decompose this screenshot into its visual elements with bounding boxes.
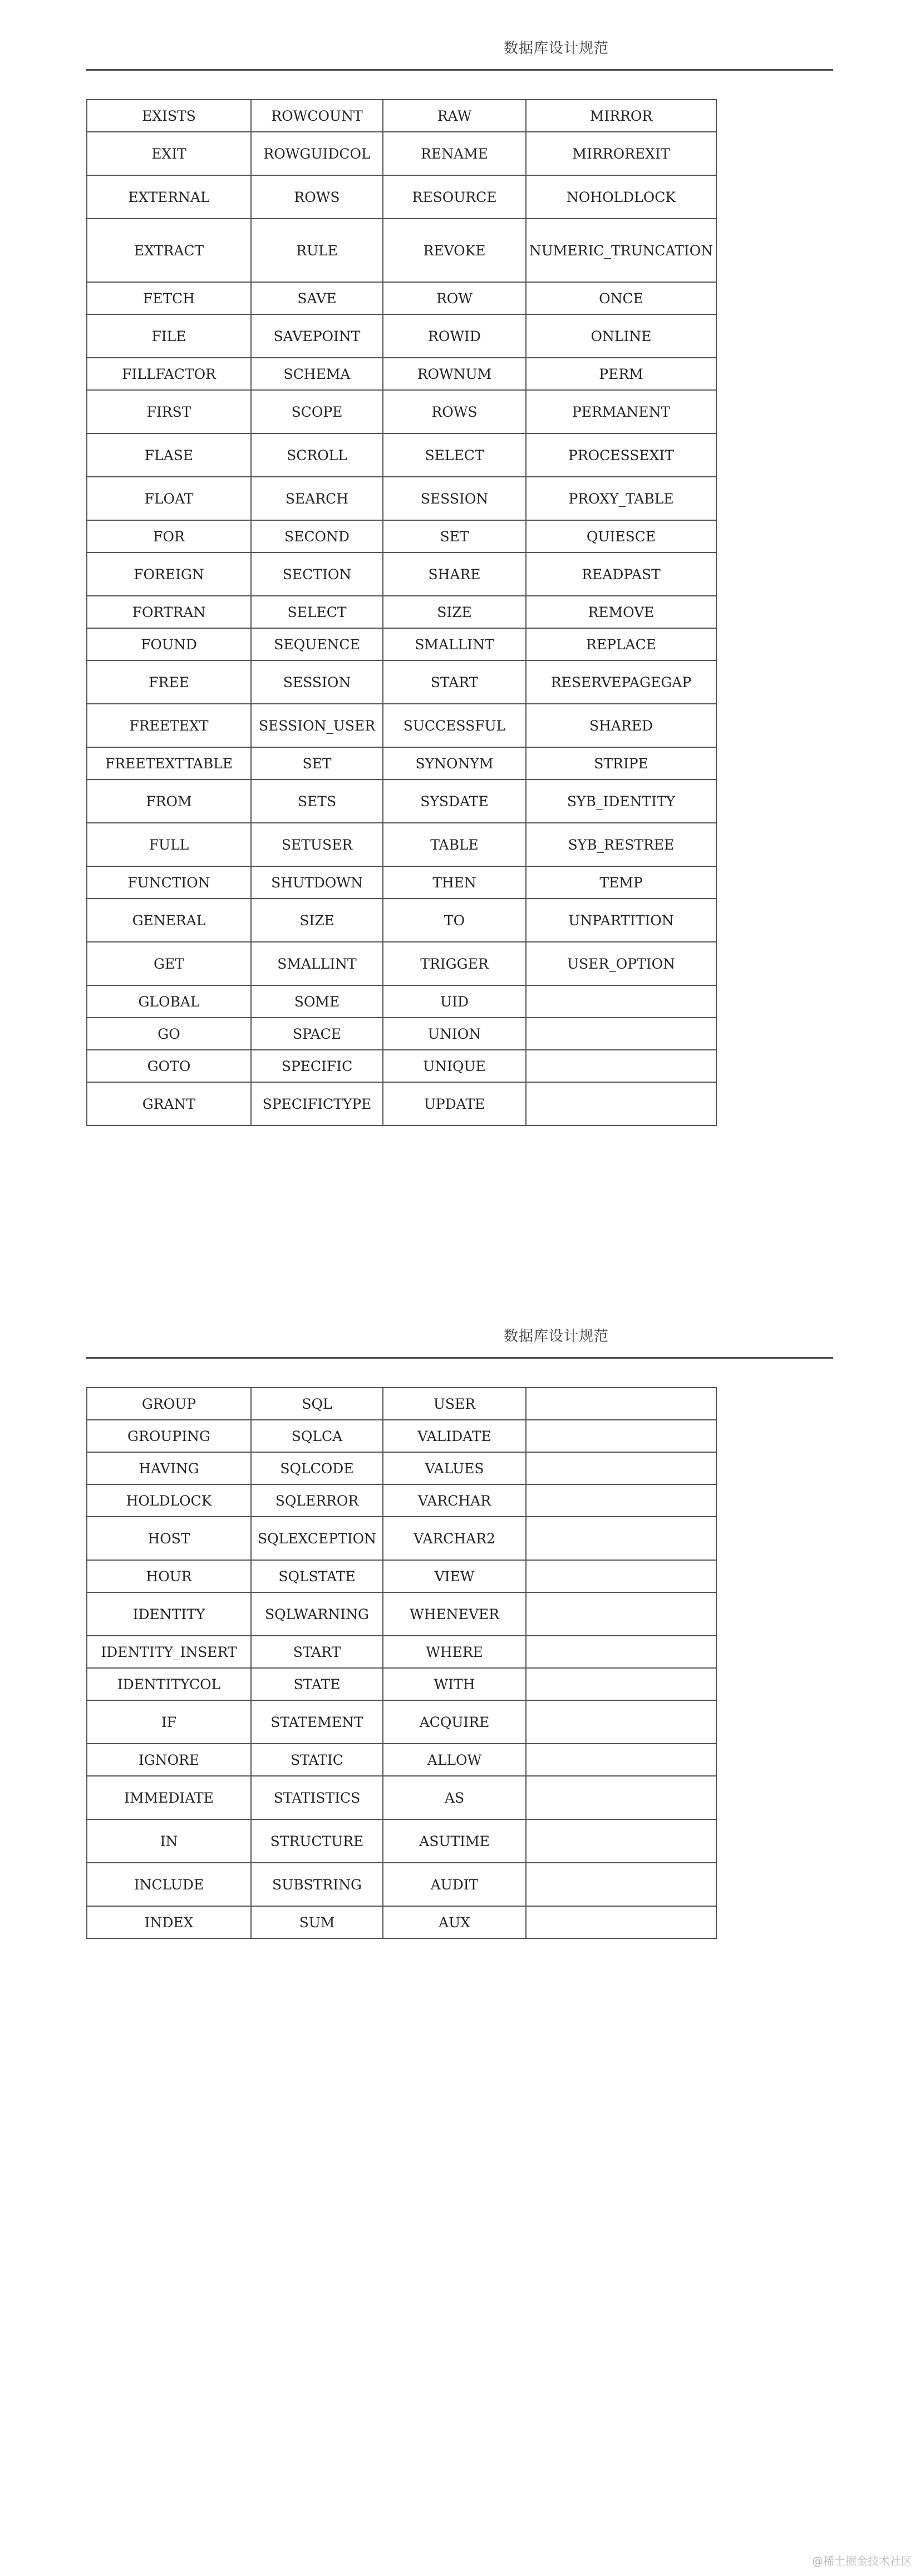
table-cell: INCLUDE: [87, 1863, 251, 1906]
table-cell: SEARCH: [251, 477, 383, 520]
table-cell: UPDATE: [383, 1082, 526, 1126]
table-row: [87, 175, 716, 219]
table-cell: MIRROREXIT: [526, 132, 716, 175]
table-cell: TABLE: [383, 823, 526, 866]
table-cell: ROW: [383, 282, 526, 314]
table-cell: [526, 1452, 716, 1484]
table-cell: SQLCODE: [251, 1452, 383, 1484]
table-row: [87, 942, 716, 985]
table-cell: TO: [383, 899, 526, 942]
table-row: [87, 1050, 716, 1082]
table-cell: AUDIT: [383, 1863, 526, 1906]
table-cell: STRUCTURE: [251, 1819, 383, 1863]
table-cell: SMALLINT: [251, 942, 383, 985]
table-cell: VARCHAR: [383, 1484, 526, 1517]
table-cell: ASUTIME: [383, 1819, 526, 1863]
table-cell: SQL: [251, 1388, 383, 1420]
table-cell: SAVE: [251, 282, 383, 314]
watermark: @稀土掘金技术社区: [812, 2554, 912, 2568]
table-row: [87, 1700, 716, 1744]
page-header-title: 数据库设计规范: [504, 1328, 609, 1345]
table-cell: START: [383, 660, 526, 704]
table-cell: USER_OPTION: [526, 942, 716, 985]
table-row: [87, 1744, 716, 1776]
table-row: [87, 628, 716, 660]
table-cell: [526, 1668, 716, 1700]
table-cell: SAVEPOINT: [251, 314, 383, 358]
table-row: [87, 985, 716, 1018]
table-cell: GROUP: [87, 1388, 251, 1420]
table-cell: PERMANENT: [526, 390, 716, 433]
table-cell: SESSION_USER: [251, 704, 383, 747]
table-cell: [526, 985, 716, 1018]
table-cell: IGNORE: [87, 1744, 251, 1776]
table-cell: RESERVEPAGEGAP: [526, 660, 716, 704]
table-cell: AS: [383, 1776, 526, 1819]
table-cell: GOTO: [87, 1050, 251, 1082]
table-cell: TEMP: [526, 866, 716, 899]
table-row: [87, 866, 716, 899]
table-row: [87, 779, 716, 823]
table-cell: RESOURCE: [383, 175, 526, 219]
table-cell: FORTRAN: [87, 596, 251, 628]
table-row: [87, 1863, 716, 1906]
table-cell: FILLFACTOR: [87, 358, 251, 390]
table-row: [87, 1484, 716, 1517]
table-cell: SPECIFIC: [251, 1050, 383, 1082]
table-cell: HOST: [87, 1517, 251, 1560]
table-row: [87, 1592, 716, 1636]
table-cell: SPECIFICTYPE: [251, 1082, 383, 1126]
table-cell: FILE: [87, 314, 251, 358]
table-cell: ALLOW: [383, 1744, 526, 1776]
table-row: [87, 1517, 716, 1560]
table-cell: SHARED: [526, 704, 716, 747]
table-cell: SHARE: [383, 552, 526, 596]
reserved-words-table-body: [87, 1388, 716, 1938]
table-cell: [526, 1700, 716, 1744]
table-cell: [526, 1484, 716, 1517]
table-cell: REVOKE: [383, 219, 526, 282]
table-cell: ROWGUIDCOL: [251, 132, 383, 175]
table-cell: FETCH: [87, 282, 251, 314]
table-cell: GENERAL: [87, 899, 251, 942]
table-cell: READPAST: [526, 552, 716, 596]
table-row: [87, 1388, 716, 1420]
table-row: [87, 704, 716, 747]
table-cell: THEN: [383, 866, 526, 899]
table-cell: SESSION: [383, 477, 526, 520]
table-cell: SET: [383, 520, 526, 552]
table-row: [87, 1906, 716, 1938]
table-row: [87, 1636, 716, 1668]
table-cell: SCOPE: [251, 390, 383, 433]
table-row: [87, 132, 716, 175]
header-divider: [86, 69, 833, 71]
table-row: [87, 596, 716, 628]
table-cell: ACQUIRE: [383, 1700, 526, 1744]
table-cell: REPLACE: [526, 628, 716, 660]
table-row: [87, 1018, 716, 1050]
table-cell: SQLEXCEPTION: [251, 1517, 383, 1560]
table-cell: [526, 1517, 716, 1560]
table-cell: RAW: [383, 100, 526, 132]
table-row: [87, 1819, 716, 1863]
table-cell: [526, 1863, 716, 1906]
table-cell: MIRROR: [526, 100, 716, 132]
table-cell: TRIGGER: [383, 942, 526, 985]
table-cell: GRANT: [87, 1082, 251, 1126]
table-cell: SMALLINT: [383, 628, 526, 660]
table-cell: SCHEMA: [251, 358, 383, 390]
table-cell: IMMEDIATE: [87, 1776, 251, 1819]
table-cell: IF: [87, 1700, 251, 1744]
table-cell: [526, 1744, 716, 1776]
table-cell: SESSION: [251, 660, 383, 704]
table-cell: STRIPE: [526, 747, 716, 779]
table-cell: [526, 1592, 716, 1636]
table-cell: ONLINE: [526, 314, 716, 358]
table-cell: SUBSTRING: [251, 1863, 383, 1906]
table-cell: SQLWARNING: [251, 1592, 383, 1636]
table-cell: SIZE: [383, 596, 526, 628]
table-cell: START: [251, 1636, 383, 1668]
table-cell: FULL: [87, 823, 251, 866]
table-row: [87, 520, 716, 552]
table-cell: [526, 1082, 716, 1126]
table-row: [87, 390, 716, 433]
table-row: [87, 358, 716, 390]
table-cell: EXIT: [87, 132, 251, 175]
table-cell: FLASE: [87, 433, 251, 477]
table-cell: SYB_RESTREE: [526, 823, 716, 866]
table-row: [87, 477, 716, 520]
table-cell: ROWCOUNT: [251, 100, 383, 132]
table-cell: FOREIGN: [87, 552, 251, 596]
table-cell: HAVING: [87, 1452, 251, 1484]
table-row: [87, 219, 716, 282]
table-cell: SYNONYM: [383, 747, 526, 779]
table-cell: USER: [383, 1388, 526, 1420]
table-cell: SETS: [251, 779, 383, 823]
reserved-words-table-body: [87, 100, 716, 1126]
table-cell: AUX: [383, 1906, 526, 1938]
table-cell: GO: [87, 1018, 251, 1050]
table-cell: PROXY_TABLE: [526, 477, 716, 520]
table-cell: SCROLL: [251, 433, 383, 477]
table-cell: PROCESSEXIT: [526, 433, 716, 477]
document-page-2: [0, 1288, 920, 2576]
table-cell: [526, 1906, 716, 1938]
table-cell: STATIC: [251, 1744, 383, 1776]
table-cell: ROWID: [383, 314, 526, 358]
table-cell: FOR: [87, 520, 251, 552]
table-row: [87, 433, 716, 477]
table-cell: SQLSTATE: [251, 1560, 383, 1592]
table-row: [87, 1452, 716, 1484]
table-cell: [526, 1050, 716, 1082]
table-cell: IDENTITYCOL: [87, 1668, 251, 1700]
table-cell: [526, 1018, 716, 1050]
table-cell: FUNCTION: [87, 866, 251, 899]
table-row: [87, 1776, 716, 1819]
table-cell: SIZE: [251, 899, 383, 942]
table-cell: SECTION: [251, 552, 383, 596]
table-cell: SYSDATE: [383, 779, 526, 823]
table-cell: SUCCESSFUL: [383, 704, 526, 747]
table-cell: SEQUENCE: [251, 628, 383, 660]
table-cell: RENAME: [383, 132, 526, 175]
table-cell: SETUSER: [251, 823, 383, 866]
table-cell: FREETEXT: [87, 704, 251, 747]
table-cell: VIEW: [383, 1560, 526, 1592]
table-cell: UNION: [383, 1018, 526, 1050]
table-row: [87, 1560, 716, 1592]
table-cell: ROWS: [383, 390, 526, 433]
table-cell: STATEMENT: [251, 1700, 383, 1744]
reserved-words-table: [86, 1387, 717, 1939]
table-cell: GROUPING: [87, 1420, 251, 1452]
table-cell: [526, 1819, 716, 1863]
table-cell: PERM: [526, 358, 716, 390]
table-cell: VARCHAR2: [383, 1517, 526, 1560]
table-cell: WITH: [383, 1668, 526, 1700]
table-cell: SPACE: [251, 1018, 383, 1050]
table-cell: FREETEXTTABLE: [87, 747, 251, 779]
table-row: [87, 1420, 716, 1452]
table-cell: [526, 1420, 716, 1452]
table-cell: VALIDATE: [383, 1420, 526, 1452]
table-cell: SECOND: [251, 520, 383, 552]
table-cell: FIRST: [87, 390, 251, 433]
table-cell: ROWNUM: [383, 358, 526, 390]
table-cell: [526, 1776, 716, 1819]
table-cell: SQLERROR: [251, 1484, 383, 1517]
page-header-title: 数据库设计规范: [504, 40, 609, 57]
table-cell: FROM: [87, 779, 251, 823]
table-row: [87, 282, 716, 314]
table-cell: ROWS: [251, 175, 383, 219]
table-cell: INDEX: [87, 1906, 251, 1938]
table-row: [87, 314, 716, 358]
table-row: [87, 100, 716, 132]
table-row: [87, 660, 716, 704]
table-cell: STATE: [251, 1668, 383, 1700]
table-cell: EXTRACT: [87, 219, 251, 282]
table-cell: EXISTS: [87, 100, 251, 132]
table-cell: SUM: [251, 1906, 383, 1938]
table-cell: HOLDLOCK: [87, 1484, 251, 1517]
table-cell: SYB_IDENTITY: [526, 779, 716, 823]
table-cell: SET: [251, 747, 383, 779]
table-cell: SOME: [251, 985, 383, 1018]
table-cell: [526, 1388, 716, 1420]
header-divider: [86, 1357, 833, 1359]
table-cell: REMOVE: [526, 596, 716, 628]
table-cell: UNIQUE: [383, 1050, 526, 1082]
table-row: [87, 899, 716, 942]
table-cell: RULE: [251, 219, 383, 282]
table-cell: SQLCA: [251, 1420, 383, 1452]
table-cell: [526, 1560, 716, 1592]
table-row: [87, 1082, 716, 1126]
table-cell: VALUES: [383, 1452, 526, 1484]
table-cell: NOHOLDLOCK: [526, 175, 716, 219]
table-cell: FREE: [87, 660, 251, 704]
table-row: [87, 552, 716, 596]
table-cell: ONCE: [526, 282, 716, 314]
table-row: [87, 747, 716, 779]
table-cell: IDENTITY: [87, 1592, 251, 1636]
table-cell: SELECT: [383, 433, 526, 477]
table-cell: IDENTITY_INSERT: [87, 1636, 251, 1668]
table-row: [87, 823, 716, 866]
table-cell: WHENEVER: [383, 1592, 526, 1636]
table-cell: [526, 1636, 716, 1668]
table-cell: FOUND: [87, 628, 251, 660]
table-cell: QUIESCE: [526, 520, 716, 552]
table-cell: SELECT: [251, 596, 383, 628]
table-cell: GET: [87, 942, 251, 985]
table-cell: IN: [87, 1819, 251, 1863]
table-cell: WHERE: [383, 1636, 526, 1668]
table-cell: HOUR: [87, 1560, 251, 1592]
table-cell: FLOAT: [87, 477, 251, 520]
table-cell: STATISTICS: [251, 1776, 383, 1819]
table-cell: EXTERNAL: [87, 175, 251, 219]
table-cell: GLOBAL: [87, 985, 251, 1018]
table-cell: UNPARTITION: [526, 899, 716, 942]
table-cell: SHUTDOWN: [251, 866, 383, 899]
reserved-words-table: [86, 99, 717, 1126]
table-cell: UID: [383, 985, 526, 1018]
table-cell: NUMERIC_TRUNCATION: [526, 219, 716, 282]
table-row: [87, 1668, 716, 1700]
